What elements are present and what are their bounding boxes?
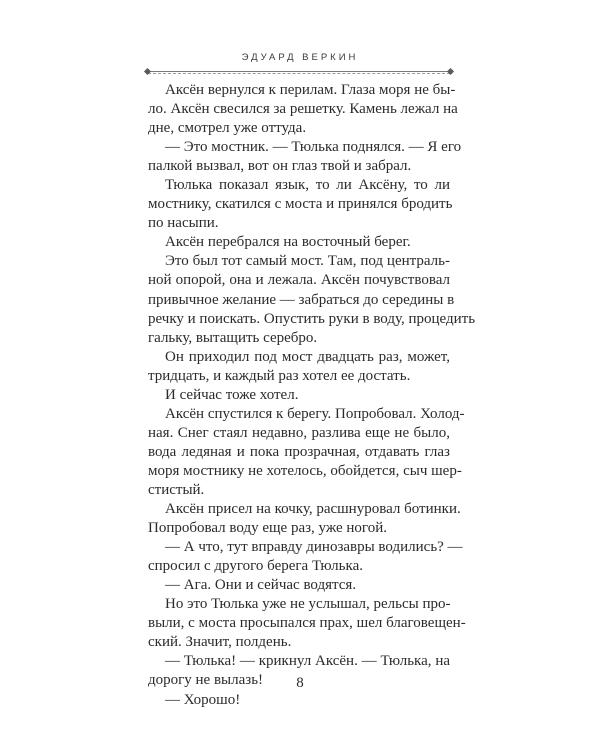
running-header: [0, 52, 600, 63]
text-line: — Хорошо!: [165, 691, 241, 708]
body-text: [148, 81, 476, 710]
text-line: по насыпи.: [148, 215, 219, 232]
text-line: ной опорой, она и лежала. Аксён почувствовал: [148, 272, 450, 289]
ornament-diamond-left: [144, 68, 151, 75]
text-line: дне, смотрел уже оттуда.: [148, 120, 307, 137]
text-line: палкой вызвал, вот он глаз твой и забрал.: [148, 158, 412, 175]
text-line: выли, с моста просыпался прах, шел благовещен-: [148, 615, 466, 632]
text-line: мостнику, скатился с моста и принялся бродить: [148, 196, 453, 213]
text-line: ло. Аксён свесился за решетку. Камень лежал на: [148, 101, 458, 118]
text-line: привычное желание — забраться до середины в: [148, 291, 455, 308]
text-line: Это был тот самый мост. Там, под централь-: [165, 253, 450, 270]
text-line: — А что, тут вправду динозавры водились? —: [165, 539, 463, 556]
text-line: моря мостнику не хотелось, обойдется, сыч шер-: [148, 462, 462, 479]
text-line: ский. Значит, полдень.: [148, 634, 292, 651]
text-line: — Это мостник. — Тюлька поднялся. — Я его: [165, 139, 462, 156]
text-line: ная. Снег стаял недавно, разлива еще не было,: [148, 424, 450, 441]
text-line: стистый.: [148, 481, 205, 498]
page-number: 8: [296, 675, 304, 691]
text-line: спросил с другого берега Тюлька.: [148, 558, 363, 575]
running-header-author: ЭДУАРД ВЕРКИН: [241, 52, 359, 63]
text-line: тридцать, и каждый раз хотел ее достать.: [148, 367, 411, 384]
text-line: Он приходил под мост двадцать раз, может,: [165, 348, 450, 365]
text-line: И сейчас тоже хотел.: [165, 386, 299, 403]
text-line: — Ага. Они и сейчас водятся.: [165, 577, 357, 594]
text-line: Но это Тюлька уже не услышал, рельсы про-: [165, 596, 451, 613]
ornament-diamond-right: [447, 68, 454, 75]
text-line: Аксён вернулся к перилам. Глаза моря не бы-: [165, 82, 456, 98]
text-line: Аксён спустился к берегу. Попробовал. Холод-: [165, 405, 465, 422]
text-line: речку и поискать. Опустить руки в воду, процедить: [148, 310, 476, 327]
header-ornament-rule: [148, 71, 450, 74]
text-line: Попробовал воду еще раз, уже ногой.: [148, 520, 387, 537]
text-line: — Тюлька! — крикнул Аксён. — Тюлька, на: [165, 653, 450, 670]
text-line: дорогу не вылазь!: [148, 672, 264, 689]
text-line: Аксён перебрался на восточный берег.: [165, 234, 411, 251]
text-line: Тюлька показал язык, то ли Аксёну, то ли: [165, 177, 450, 194]
text-line: гальку, вытащить серебро.: [148, 329, 318, 346]
text-line: Аксён присел на кочку, расшнуровал ботинки.: [165, 501, 461, 518]
text-line: вода ледяная и пока прозрачная, отдавать глаз: [148, 443, 450, 460]
